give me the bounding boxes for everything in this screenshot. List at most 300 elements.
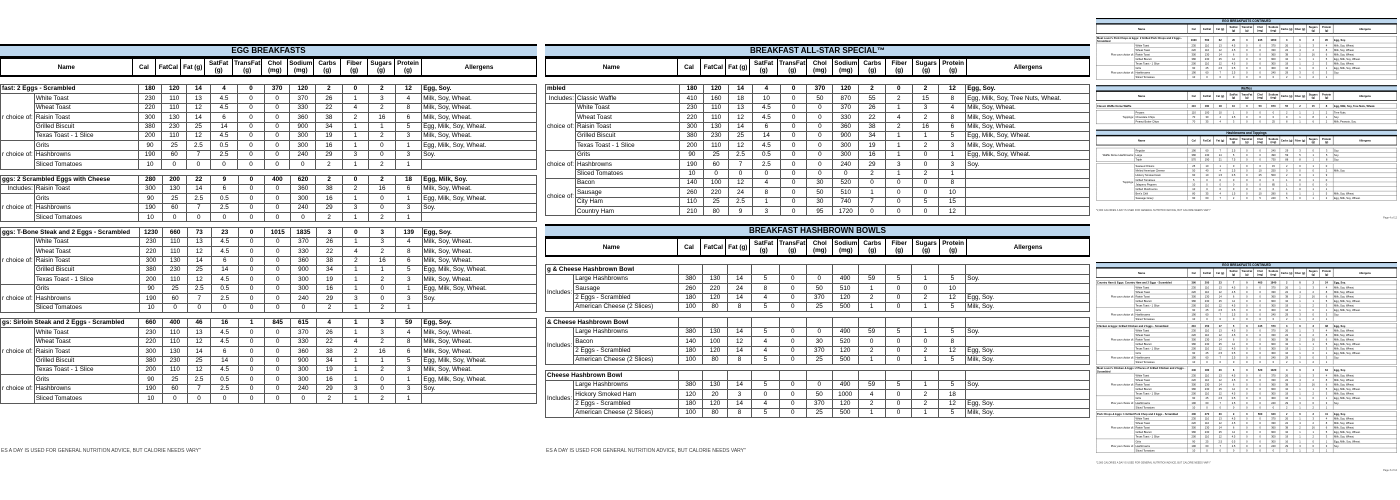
value-cell: 5: [751, 274, 779, 283]
table-row: [1, 59, 537, 77]
value-cell: 0: [1240, 173, 1253, 178]
value-cell: 190: [139, 384, 163, 393]
value-cell: 25: [1200, 351, 1213, 356]
value-cell: 4: [1320, 285, 1333, 290]
item-row: [1, 356, 537, 365]
value-cell: 230: [1200, 299, 1213, 304]
allergens-cell: Egg, Milk, Soy, Wheat.: [422, 122, 537, 131]
value-cell: 0: [265, 328, 291, 337]
value-cell: 0: [885, 284, 912, 293]
calorie-footnote: ES A DAY IS USED FOR GENERAL NUTRITION ADVICE, BUT CALORIE NEEDS VARY": [546, 448, 746, 454]
value-cell: 59: [858, 274, 885, 283]
value-cell: 25: [1267, 119, 1280, 124]
allergens-cell: Soy.: [1333, 443, 1397, 448]
value-cell: 0: [780, 141, 807, 150]
allergens-cell: [966, 371, 1090, 380]
column-header-cell: Chol (mg): [807, 59, 833, 77]
gutter-label-cell: Plus your choice of:: [1096, 66, 1134, 80]
value-cell: 4.5: [211, 275, 238, 284]
value-cell: 0: [238, 113, 264, 122]
value-cell: 16: [316, 375, 342, 384]
value-cell: 4: [210, 85, 238, 94]
item-name-cell: Wheat Toast: [34, 337, 139, 346]
column-header-cell: Name: [546, 239, 678, 257]
value-cell: 16: [912, 122, 939, 131]
allergens-cell: [966, 318, 1090, 327]
value-cell: 12: [187, 337, 211, 346]
group-header-row: [1096, 36, 1397, 43]
value-cell: 25: [729, 131, 753, 140]
value-cell: 0: [1214, 448, 1227, 453]
value-cell: 22: [1280, 378, 1293, 383]
value-cell: 330: [1267, 378, 1280, 383]
group-table: [1096, 323, 1397, 364]
value-cell: 14: [1214, 153, 1227, 158]
value-cell: 0: [1214, 182, 1227, 187]
value-cell: 34: [316, 356, 342, 365]
value-cell: 1: [1293, 115, 1306, 120]
item-row: [1, 266, 537, 275]
value-cell: 0: [264, 150, 290, 159]
value-cell: 360: [291, 256, 317, 265]
value-cell: 18: [1214, 104, 1227, 109]
value-cell: 16: [1280, 439, 1293, 444]
value-cell: 2: [912, 141, 939, 150]
value-cell: 6: [211, 256, 238, 265]
value-cell: 60: [1200, 400, 1213, 405]
value-cell: 110: [1200, 421, 1213, 426]
value-cell: 0: [779, 337, 806, 346]
allergens-cell: Soy.: [966, 160, 1090, 169]
value-cell: 0: [1253, 75, 1266, 80]
value-cell: 3: [1280, 323, 1293, 328]
item-name-cell: Sliced Tomatoes: [34, 394, 139, 403]
allergens-cell: Egg, Milk, Soy, Wheat.: [966, 150, 1090, 159]
item-name-cell: Raisin Toast: [34, 184, 138, 193]
value-cell: 190: [1187, 443, 1200, 448]
value-cell: 130: [1200, 52, 1213, 57]
value-cell: 0: [1253, 299, 1266, 304]
value-cell: 59: [858, 327, 885, 336]
value-cell: 2.5: [752, 160, 780, 169]
column-header-cell: Sugars (g): [913, 59, 940, 77]
value-cell: 8: [395, 247, 422, 256]
value-cell: 12: [1214, 303, 1227, 308]
value-cell: 200: [138, 131, 162, 140]
value-cell: 26: [316, 94, 343, 103]
value-cell: 900: [290, 356, 316, 365]
value-cell: 0: [1253, 416, 1266, 421]
value-cell: 10: [1253, 168, 1266, 173]
value-cell: 0: [1253, 439, 1266, 444]
value-cell: 2: [1307, 75, 1320, 80]
value-cell: 2: [316, 175, 343, 184]
value-cell: [679, 318, 703, 327]
value-cell: 0: [264, 141, 290, 150]
value-cell: 4: [752, 85, 780, 94]
value-cell: [703, 371, 728, 380]
value-cell: 0: [1200, 405, 1213, 410]
value-cell: 1: [1293, 66, 1306, 71]
gutter-label-cell: Toppings:: [1096, 110, 1134, 124]
value-cell: 1: [1307, 153, 1320, 158]
item-name-cell: Wheat Toast: [34, 103, 138, 112]
value-cell: 390: [1187, 280, 1200, 285]
value-cell: 120: [162, 85, 187, 94]
value-cell: [806, 371, 832, 380]
value-cell: [885, 371, 912, 380]
value-cell: 0: [885, 408, 912, 417]
value-cell: 3: [369, 228, 395, 237]
value-cell: 3: [1293, 70, 1306, 75]
page-content: [1096, 262, 1397, 453]
value-cell: 330: [1267, 421, 1280, 426]
allergens-cell: Milk, Soy.: [966, 408, 1090, 417]
value-cell: 6: [395, 256, 422, 265]
value-cell: 2: [1280, 360, 1293, 365]
value-cell: 2: [858, 346, 885, 355]
value-cell: 490: [1267, 153, 1280, 158]
value-cell: 0: [1307, 308, 1320, 313]
value-cell: 25: [1214, 430, 1227, 435]
item-name-cell: Sliced Tomatoes: [1135, 405, 1187, 410]
gutter-label-cell: Plus your choice of:: [1096, 328, 1134, 351]
value-cell: 1: [1307, 387, 1320, 392]
value-cell: 3: [1227, 119, 1240, 124]
value-cell: 12: [1214, 391, 1227, 396]
value-cell: 0: [238, 103, 264, 112]
value-cell: 4: [939, 103, 966, 112]
value-cell: 29: [1280, 312, 1293, 317]
value-cell: 4: [1280, 366, 1293, 373]
item-name-cell: Hashbrowns: [34, 203, 138, 212]
item-row: [1, 213, 537, 222]
value-cell: 130: [1200, 153, 1213, 158]
value-cell: 0: [1253, 303, 1266, 308]
value-cell: 38: [1280, 382, 1293, 387]
item-name-cell: Bert's Chili: [1135, 191, 1187, 196]
value-cell: 640: [1267, 412, 1280, 417]
value-cell: 16: [316, 141, 343, 150]
value-cell: 2: [1280, 317, 1293, 322]
value-cell: 0: [779, 408, 806, 417]
value-cell: 12: [939, 346, 966, 355]
value-cell: 0: [1240, 280, 1253, 285]
value-cell: 0: [1267, 115, 1280, 120]
value-cell: 300: [833, 141, 859, 150]
value-cell: 6: [1320, 425, 1333, 430]
value-cell: 1: [1280, 187, 1293, 192]
item-name-cell: Grilled Biscuit: [1135, 342, 1187, 347]
group-name-cell: fast: 2 Eggs - Scrambled: [1, 85, 139, 94]
allergens-cell: Egg, Milk, Soy, Wheat.: [1333, 196, 1397, 201]
item-name-cell: Texas Toast - 1 Slice: [34, 131, 138, 140]
value-cell: 240: [290, 150, 316, 159]
item-row: [546, 303, 1090, 312]
value-cell: 16: [369, 256, 395, 265]
value-cell: 4.5: [210, 94, 238, 103]
value-cell: 0: [1240, 346, 1253, 351]
value-cell: 12: [729, 113, 753, 122]
value-cell: 1: [1293, 191, 1306, 196]
value-cell: 0: [1240, 337, 1253, 342]
value-cell: 2: [858, 399, 885, 408]
value-cell: 0: [1240, 43, 1253, 48]
value-cell: 0: [1240, 153, 1253, 158]
allergens-cell: Egg, Soy.: [966, 85, 1090, 94]
value-cell: 220: [1187, 378, 1200, 383]
value-cell: 430: [1187, 412, 1200, 417]
value-cell: 3: [939, 160, 966, 169]
allergens-cell: Milk, Soy, Wheat.: [1333, 391, 1397, 396]
value-cell: 16: [369, 184, 396, 193]
value-cell: 4.5: [211, 365, 239, 374]
value-cell: 0: [1227, 187, 1240, 192]
value-cell: 24: [728, 284, 752, 293]
value-cell: 2: [1307, 346, 1320, 351]
value-cell: 25: [163, 375, 188, 384]
value-cell: 2: [1293, 294, 1306, 299]
value-cell: 5: [939, 355, 966, 364]
value-cell: 10: [1200, 173, 1213, 178]
value-cell: 16: [859, 150, 886, 159]
value-cell: 2: [1307, 391, 1320, 396]
value-cell: 0: [1240, 443, 1253, 448]
value-cell: 0: [885, 355, 912, 364]
value-cell: 22: [1280, 289, 1293, 294]
value-cell: 4: [395, 94, 422, 103]
allergens-cell: Soy.: [422, 203, 537, 212]
value-cell: 0: [1253, 70, 1266, 75]
value-cell: 0: [885, 197, 912, 206]
value-cell: 1: [343, 365, 369, 374]
column-header-row: [1096, 136, 1397, 145]
gutter-label-cell: Includes:: [1, 184, 35, 193]
value-cell: 38: [316, 113, 343, 122]
value-cell: 380: [679, 327, 703, 336]
group-name-cell: ggs: T-Bone Steak and 2 Eggs - Scrambled: [1, 228, 140, 237]
value-cell: 0: [265, 384, 291, 393]
value-cell: 300: [139, 347, 163, 356]
value-cell: 13: [1214, 328, 1227, 333]
column-header-cell: Sodium (mg): [1268, 92, 1279, 100]
value-cell: 0: [885, 85, 912, 94]
allergens-cell: Egg, Milk, Soy, Wheat.: [1333, 342, 1397, 347]
value-cell: 0: [1293, 280, 1306, 285]
group-name-cell: Meat Lover's Pork Chops & Eggs: 2 Grilled Pork Chops and 2 Eggs - Scrambled: [1096, 36, 1187, 43]
value-cell: 14: [728, 346, 752, 355]
value-cell: 0.5: [1227, 351, 1240, 356]
value-cell: 50: [1187, 168, 1200, 173]
value-cell: 10: [1187, 187, 1200, 192]
value-cell: 80: [703, 355, 728, 364]
gutter-label-cell: Waffle Dome Hashbrowns:: [1096, 148, 1134, 162]
value-cell: 130: [163, 256, 188, 265]
value-cell: 0: [1240, 448, 1253, 453]
value-cell: 2: [885, 122, 912, 131]
value-cell: 30: [807, 197, 833, 206]
value-cell: 0: [807, 131, 833, 140]
item-name-cell: Hashbrowns: [34, 294, 139, 303]
value-cell: 410: [680, 94, 704, 103]
value-cell: 0: [1240, 351, 1253, 356]
column-header-cell: Sodium (mg): [834, 240, 858, 255]
value-cell: 240: [1267, 148, 1280, 153]
value-cell: 110: [704, 141, 729, 150]
value-cell: 26: [316, 237, 342, 246]
value-cell: 190: [1200, 157, 1213, 162]
value-cell: 7: [1214, 70, 1227, 75]
value-cell: 180: [138, 85, 162, 94]
allergens-cell: Egg, Milk, Soy, Wheat.: [1333, 66, 1397, 71]
value-cell: 110: [163, 328, 188, 337]
value-cell: 380: [679, 274, 703, 283]
item-name-cell: Wheat Toast: [34, 247, 139, 256]
item-name-cell: Grilled Biscuit: [34, 122, 138, 131]
value-cell: 16: [1307, 337, 1320, 342]
value-cell: 12: [729, 178, 753, 187]
item-row: [1, 141, 537, 150]
value-cell: 0: [1253, 294, 1266, 299]
value-cell: 0: [1253, 164, 1266, 169]
value-cell: 59: [1280, 153, 1293, 158]
value-cell: 0: [265, 237, 291, 246]
item-row: [1, 247, 537, 256]
value-cell: 5: [1227, 153, 1240, 158]
allergens-cell: Egg, Soy.: [1333, 323, 1397, 328]
value-cell: 13: [1214, 373, 1227, 378]
value-cell: 1: [1293, 61, 1306, 66]
value-cell: 0: [1240, 148, 1253, 153]
value-cell: 1: [1293, 110, 1306, 115]
value-cell: 70: [1187, 119, 1200, 124]
value-cell: 0: [807, 122, 833, 131]
item-row: [1, 194, 537, 203]
column-header-cell: Sugars (g): [1307, 136, 1320, 145]
value-cell: 1: [858, 284, 885, 293]
value-cell: 0: [1240, 421, 1253, 426]
allergens-cell: Milk, Soy, Wheat.: [1333, 333, 1397, 338]
value-cell: 0.5: [211, 194, 239, 203]
value-cell: 200: [1187, 346, 1200, 351]
value-cell: 110: [163, 365, 188, 374]
item-name-cell: Hashbrowns: [1135, 312, 1187, 317]
value-cell: 230: [1200, 430, 1213, 435]
column-header-cell: Chol (mg): [1253, 24, 1266, 33]
value-cell: [912, 318, 939, 327]
column-header-cell: FatCal: [701, 239, 726, 257]
value-cell: 0: [1240, 119, 1253, 124]
value-cell: 1: [343, 394, 369, 403]
group-table: [1096, 164, 1397, 201]
value-cell: 380: [1187, 342, 1200, 347]
value-cell: 360: [833, 122, 859, 131]
value-cell: 10: [1187, 448, 1200, 453]
value-cell: 1: [912, 274, 939, 283]
value-cell: 73: [187, 228, 211, 237]
value-cell: 10: [139, 213, 163, 222]
value-cell: 5: [1280, 196, 1293, 201]
value-cell: 1: [1320, 448, 1333, 453]
value-cell: 300: [1267, 439, 1280, 444]
item-name-cell: White Toast: [1135, 373, 1187, 378]
column-header-cell: TransFat (g): [1241, 269, 1253, 276]
value-cell: 29: [316, 384, 342, 393]
group-table: [545, 264, 1090, 312]
value-cell: 26: [1280, 328, 1293, 333]
value-cell: 3: [1293, 355, 1306, 360]
value-cell: 110: [704, 113, 729, 122]
item-name-cell: Grilled Biscuit: [1135, 387, 1187, 392]
allergens-cell: Soy.: [1333, 400, 1397, 405]
value-cell: 3: [939, 141, 966, 150]
value-cell: 0: [238, 184, 264, 193]
value-cell: 230: [163, 356, 188, 365]
value-cell: 3: [752, 207, 780, 216]
value-cell: 945: [1253, 36, 1266, 43]
item-row: [546, 327, 1090, 336]
value-cell: 0: [885, 207, 912, 216]
value-cell: 0: [1200, 360, 1213, 365]
item-name-cell: Grits: [1135, 351, 1187, 356]
allergens-cell: Milk, Peanuts, Soy.: [1333, 119, 1397, 124]
value-cell: 14: [727, 399, 751, 408]
item-name-cell: White Toast: [34, 94, 138, 103]
value-cell: 8: [1293, 157, 1306, 162]
value-cell: 0: [1307, 66, 1320, 71]
item-row: [1, 347, 537, 356]
value-cell: 300: [290, 194, 316, 203]
value-cell: 8: [939, 337, 966, 346]
page-thumbnail-egg-breakfasts-continued[interactable]: [1096, 262, 1398, 490]
value-cell: 2: [912, 169, 939, 178]
value-cell: 10: [680, 169, 704, 178]
value-cell: 6: [211, 184, 239, 193]
value-cell: 1: [1293, 43, 1306, 48]
value-cell: 19: [1280, 391, 1293, 396]
item-name-cell: White Toast: [1135, 416, 1187, 421]
value-cell: 0: [265, 213, 291, 222]
value-cell: 380: [1187, 153, 1200, 158]
value-cell: 4: [1214, 191, 1227, 196]
item-name-cell: Sauteed Onions: [1135, 164, 1187, 169]
value-cell: 14: [1214, 294, 1227, 299]
value-cell: 0: [265, 365, 291, 374]
value-cell: 41: [1320, 412, 1333, 417]
value-cell: 22: [187, 175, 211, 184]
value-cell: 0: [1253, 43, 1266, 48]
value-cell: 8: [728, 303, 752, 312]
item-name-cell: Texas Toast - 1 Slice: [1135, 346, 1187, 351]
value-cell: 0: [343, 228, 369, 237]
value-cell: 19: [316, 275, 342, 284]
item-name-cell: Wheat Toast: [575, 113, 679, 122]
group-table: [1096, 148, 1397, 162]
gutter-label-cell: r choice of:: [1, 237, 35, 284]
group-name-cell: Chicken & Eggs: Grilled Chicken and 2 Eggs - Scrambled: [1096, 323, 1187, 328]
value-cell: 0: [239, 303, 265, 312]
item-row: [546, 150, 1090, 159]
value-cell: 660: [139, 318, 163, 327]
value-cell: 0: [238, 194, 264, 203]
value-cell: 15: [939, 197, 966, 206]
gutter-label-cell: r choice of:: [1, 194, 35, 222]
value-cell: 300: [1267, 434, 1280, 439]
value-cell: 1: [752, 197, 780, 206]
gutter-label-cell: choice of:: [546, 103, 576, 150]
value-cell: 1: [1293, 373, 1306, 378]
page-thumbnail-egg-breakfasts-continued-waffles[interactable]: [1096, 18, 1398, 250]
